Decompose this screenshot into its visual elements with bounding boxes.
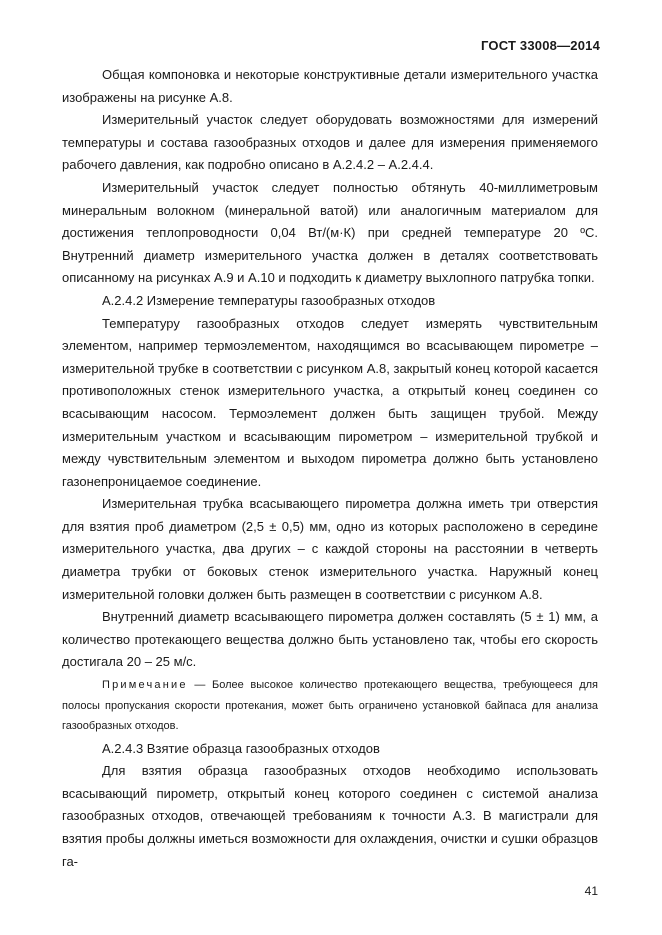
section-heading-sampling: А.2.4.3 Взятие образца газообразных отходов — [102, 740, 380, 756]
paragraph-sample-collection: Для взятия образца газообразных отходов необходимо использовать всасывающий пирометр, открытый конец которого соединен с системой анализа газообразных отходов, отвечающей требованиям к точности А.3. В магистрали для взятия пробы должны иметься возможности для охлаждения, очистки и сушки образцов га- — [62, 763, 598, 869]
standard-header: ГОСТ 33008—2014 — [481, 38, 600, 53]
paragraph-measurement-equipment: Измерительный участок следует оборудовать возможностями для измерений температуры и состава газообразных отходов и далее для измерения применяемого рабочего давления, как подробно описано в А.2.4.2 – А.2.4.4. — [62, 112, 598, 173]
note-text: — Более высокое количество протекающего вещества, требующееся для полосы пропускания скорости протекания, может быть ограничено установкой байпаса для анализа газообразных отходов. — [62, 679, 598, 733]
page-body — [62, 64, 598, 873]
note-paragraph — [62, 675, 598, 737]
paragraph-insulation: Измерительный участок следует полностью обтянуть 40-миллиметровым минеральным волокном (минеральной ватой) или аналогичным материалом для достижения теплопроводности 0,04 Вт/(м·К) при средней температуре 20 ºС. Внутренний диаметр измерительного участка должен в деталях соответствовать описанному на рисунках А.9 и А.10 и подходить к диаметру выхлопного патрубка топки. — [62, 179, 598, 286]
paragraph-sampling-holes: Измерительная трубка всасывающего пирометра должна иметь три отверстия для взятия проб диаметром (2,5 ± 0,5) мм, одно из которых расположено в середине измерительного участка, два других – с каждой стороны на расстоянии в четверть диаметра трубки от боковых стенок измерительного участка. Наружный конец измерительной головки должен быть размещен в соответствии с рисунком А.8. — [62, 496, 598, 602]
paragraph-layout-reference: Общая компоновка и некоторые конструктивные детали измерительного участка изображены на рисунке А.8. — [62, 67, 598, 105]
page-number: 41 — [584, 884, 598, 898]
paragraph-temperature-measurement: Температуру газообразных отходов следует измерять чувствительным элементом, например термоэлементом, находящимся во всасывающем пирометре – измерительной трубке в соответствии с рисунком А.8, закрытый конец которой касается противоположных стенок измерительного участка, а открытый конец соединен со всасывающим насосом. Термоэлемент должен быть защищен трубой. Между измерительным участком и всасывающим пирометром – измерительной трубкой и между чувствительным элементом и выходом пирометра должно быть установлено газонепроницаемое соединение. — [62, 315, 598, 489]
paragraph-pyrometer-diameter: Внутренний диаметр всасывающего пирометра должен составлять (5 ± 1) мм, а количество протекающего вещества должно быть установлено так, чтобы его скорость достигала 20 – 25 м/с. — [62, 609, 598, 670]
note-label: Примечание — [102, 679, 188, 692]
section-heading-temperature: А.2.4.2 Измерение температуры газообразных отходов — [102, 292, 436, 308]
